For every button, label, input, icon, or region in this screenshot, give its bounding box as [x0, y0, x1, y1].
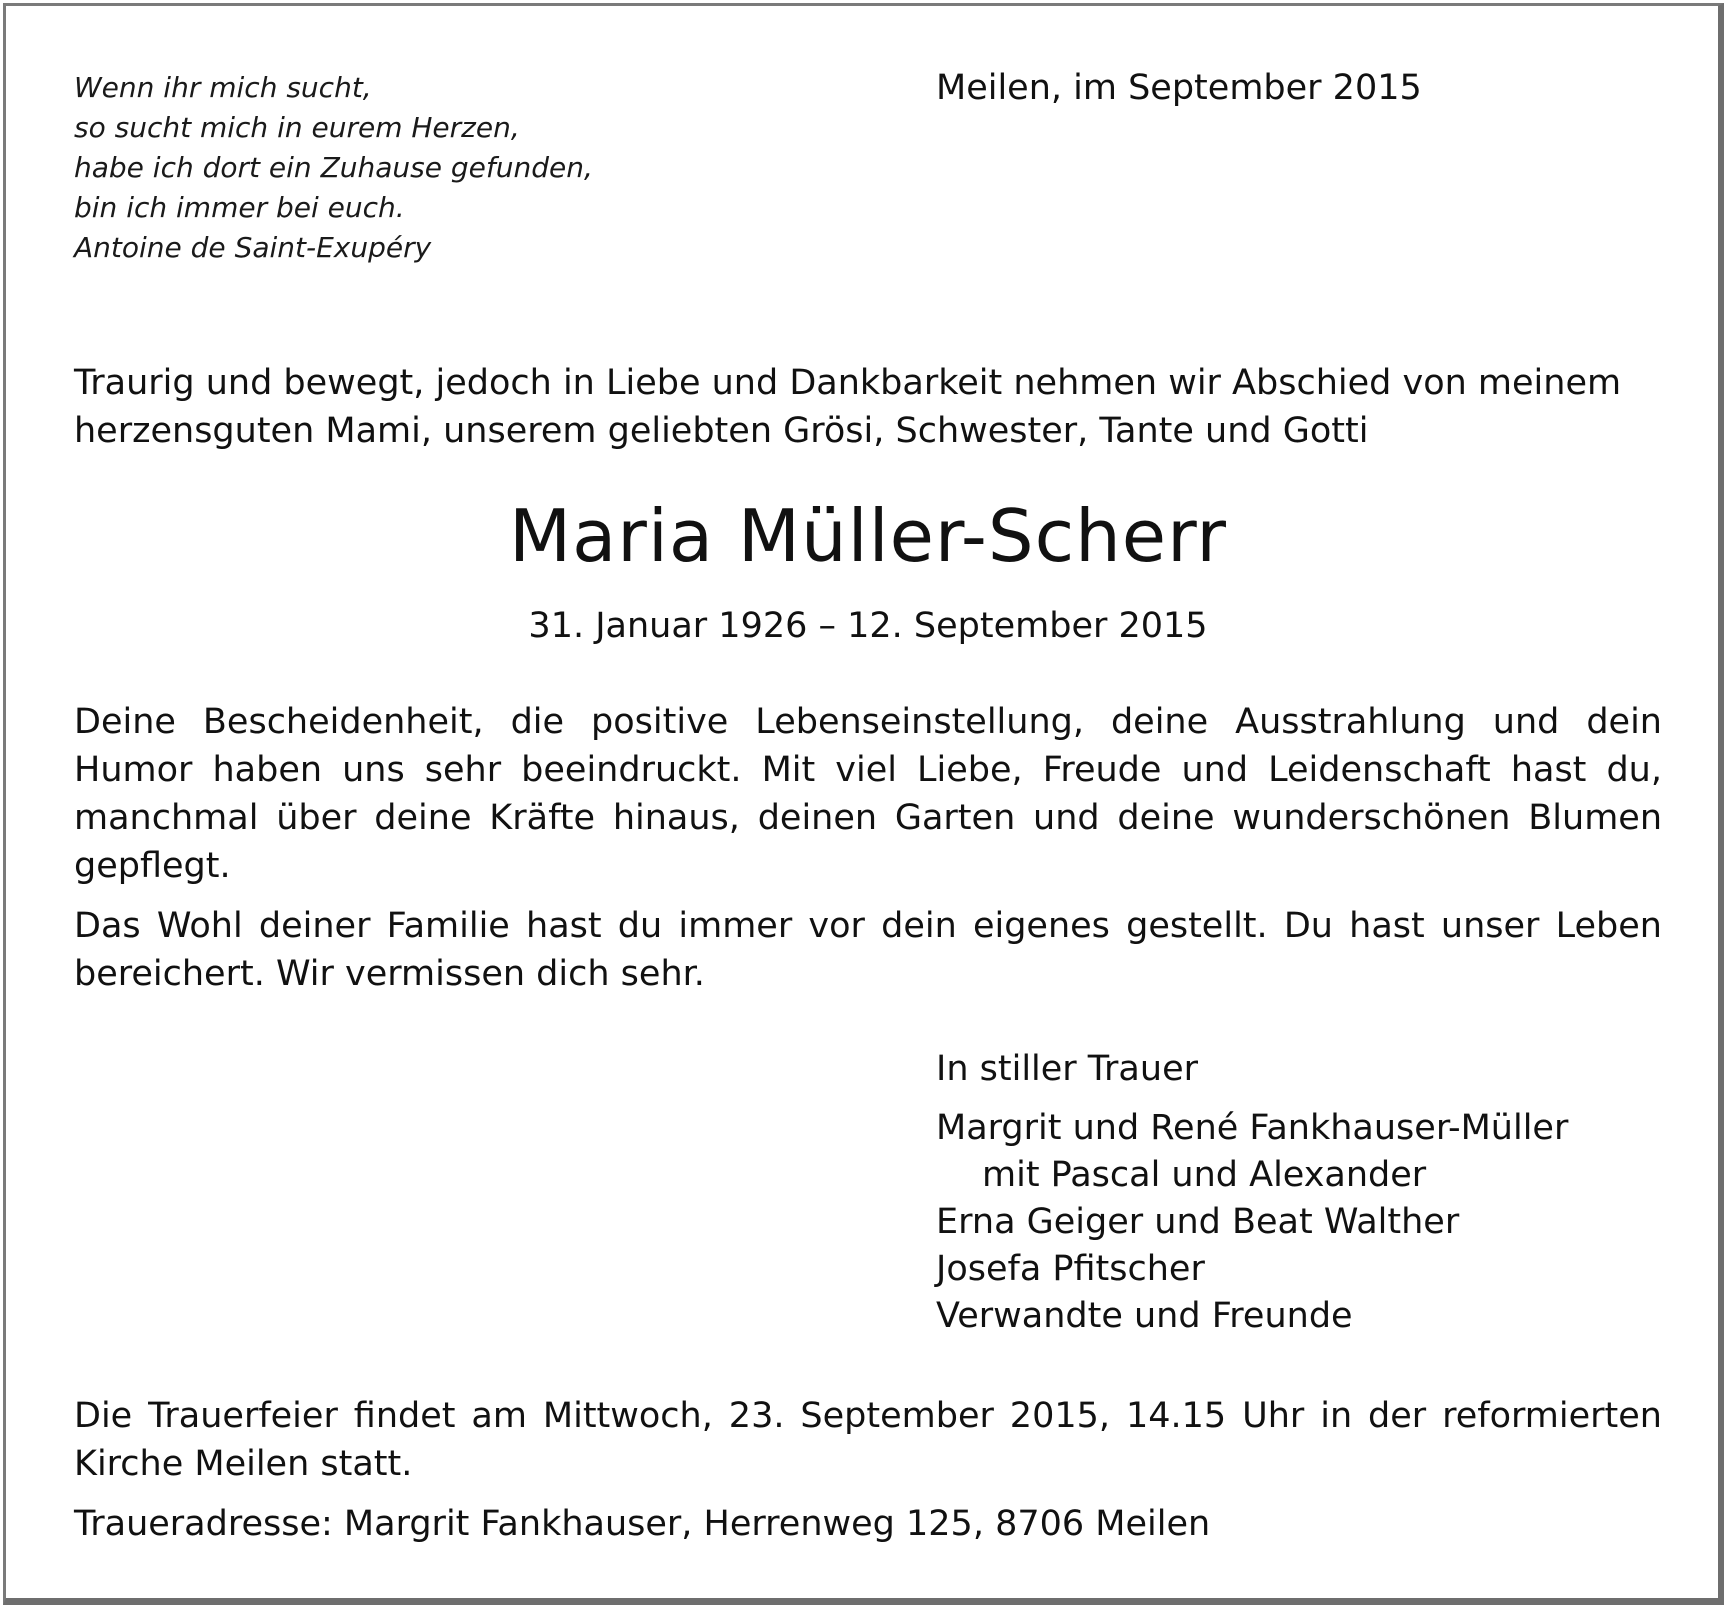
mourners-heading: In stiller Trauer: [936, 1049, 1198, 1089]
quote-line: bin ich immer bei euch.: [74, 191, 405, 224]
quote-author: Antoine de Saint-Exupéry: [74, 231, 432, 264]
mourner-entry: Margrit und René Fankhauser-Müller: [936, 1108, 1569, 1148]
place-date-line: Meilen, im September 2015: [936, 68, 1422, 108]
quote-line: habe ich dort ein Zuhause gefunden,: [74, 151, 593, 184]
tribute-paragraph: Das Wohl deiner Familie hast du immer vor dein eigenes gestellt. Du hast unser Leben bereichert. Wir vermissen dich sehr.: [74, 906, 1662, 994]
mourner-entry: Josefa Pfitscher: [936, 1249, 1205, 1289]
mourners-block: [936, 1046, 1676, 1340]
obituary-notice: [3, 3, 1724, 1605]
intro-line: Traurig und bewegt, jedoch in Liebe und Dankbarkeit nehmen wir Abschied von meinem: [74, 363, 1622, 403]
mourner-entry: Erna Geiger und Beat Walther: [936, 1202, 1460, 1242]
epigraph-quote: [74, 68, 634, 268]
quote-line: Wenn ihr mich sucht,: [74, 71, 372, 104]
deceased-name: Maria Müller-Scherr: [508, 494, 1228, 578]
quote-line: so sucht mich in eurem Herzen,: [74, 111, 520, 144]
intro-line: herzensguten Mami, unserem geliebten Grösi, Schwester, Tante und Gotti: [74, 411, 1369, 451]
mourner-entry: mit Pascal und Alexander: [982, 1155, 1427, 1195]
tribute-paragraph: Deine Bescheidenheit, die positive Lebenseinstellung, deine Ausstrahlung und dein Humor haben uns sehr beeindruckt. Mit viel Liebe, Freude und Leidenschaft hast du, manchmal über deine Kräfte hinaus, deinen Garten und deine wunderschönen Blumen gepflegt.: [74, 702, 1662, 886]
intro-text: [74, 359, 1664, 455]
funeral-service-info: Die Trauerfeier findet am Mittwoch, 23. September 2015, 14.15 Uhr in der reformierten Kirche Meilen statt.: [74, 1396, 1662, 1484]
life-dates: 31. Januar 1926 – 12. September 2015: [528, 606, 1208, 646]
mourning-address: Traueradresse: Margrit Fankhauser, Herrenweg 125, 8706 Meilen: [74, 1504, 1211, 1544]
mourner-entry: Verwandte und Freunde: [936, 1296, 1353, 1336]
